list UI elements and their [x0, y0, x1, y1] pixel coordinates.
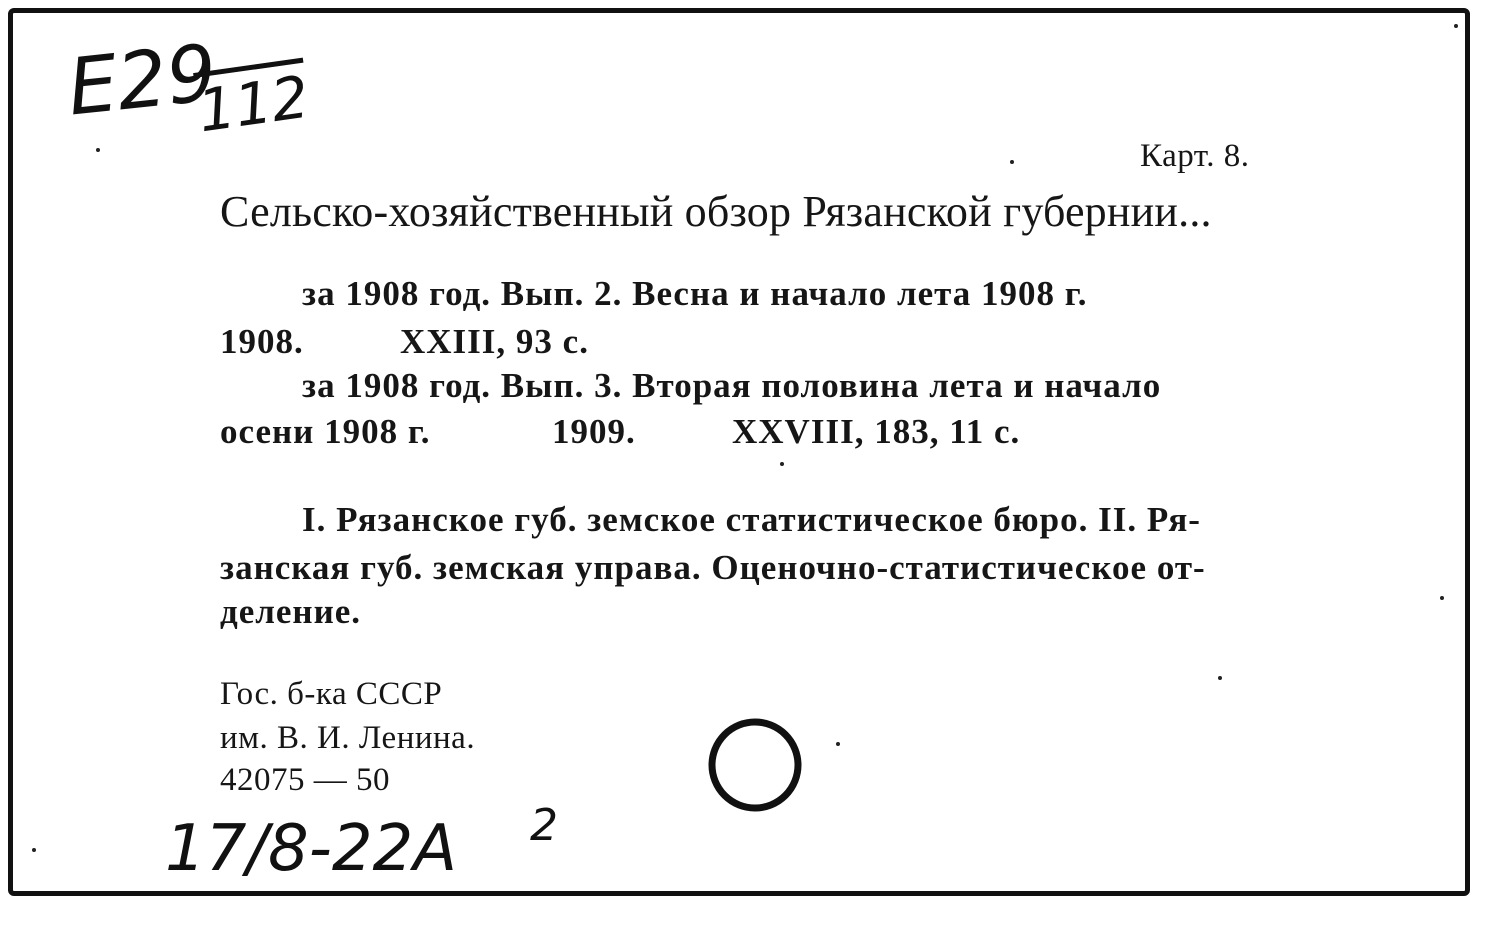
- scan-speck: [780, 462, 784, 466]
- scan-speck: [32, 848, 36, 852]
- entry-2-line-2a: осени 1908 г.: [220, 412, 431, 451]
- scan-speck: [1454, 24, 1458, 28]
- subject-line-2: занская губ. земская управа. Оценочно-статистическое от-: [220, 548, 1206, 587]
- entry-2-line-1: за 1908 год. Вып. 3. Вторая половина лета и начало: [302, 366, 1162, 405]
- entry-1-line-1: за 1908 год. Вып. 2. Весна и начало лета 1908 г.: [302, 274, 1088, 313]
- punch-hole-icon: [700, 710, 810, 820]
- library-line-3: 42075 — 50: [220, 762, 390, 798]
- entry-2-pages: XXVIII, 183, 11 с.: [732, 412, 1021, 451]
- entry-2-year: 1909.: [552, 412, 636, 451]
- scan-speck: [836, 742, 840, 746]
- handwritten-code-superscript: 2: [530, 800, 558, 851]
- scan-speck: [1218, 676, 1222, 680]
- subject-line-3: деление.: [220, 592, 362, 631]
- scan-speck: [1010, 160, 1014, 164]
- scan-speck: [1440, 596, 1444, 600]
- scan-speck: [96, 148, 100, 152]
- entry-1-pages: XXIII, 93 с.: [400, 322, 589, 361]
- shelf-mark: E29: [63, 28, 221, 134]
- card-number: Карт. 8.: [1140, 138, 1250, 174]
- subject-line-1: I. Рязанское губ. земское статистическое бюро. II. Ря-: [302, 500, 1201, 539]
- handwritten-code: 17/8-22A: [165, 812, 458, 886]
- library-line-1: Гос. б-ка СССР: [220, 676, 443, 712]
- library-line-2: им. В. И. Ленина.: [220, 720, 476, 756]
- entry-1-year: 1908.: [220, 322, 304, 361]
- card-title: Сельско-хозяйственный обзор Рязанской губернии...: [220, 187, 1212, 236]
- shelf-mark-sub: 112: [193, 62, 313, 146]
